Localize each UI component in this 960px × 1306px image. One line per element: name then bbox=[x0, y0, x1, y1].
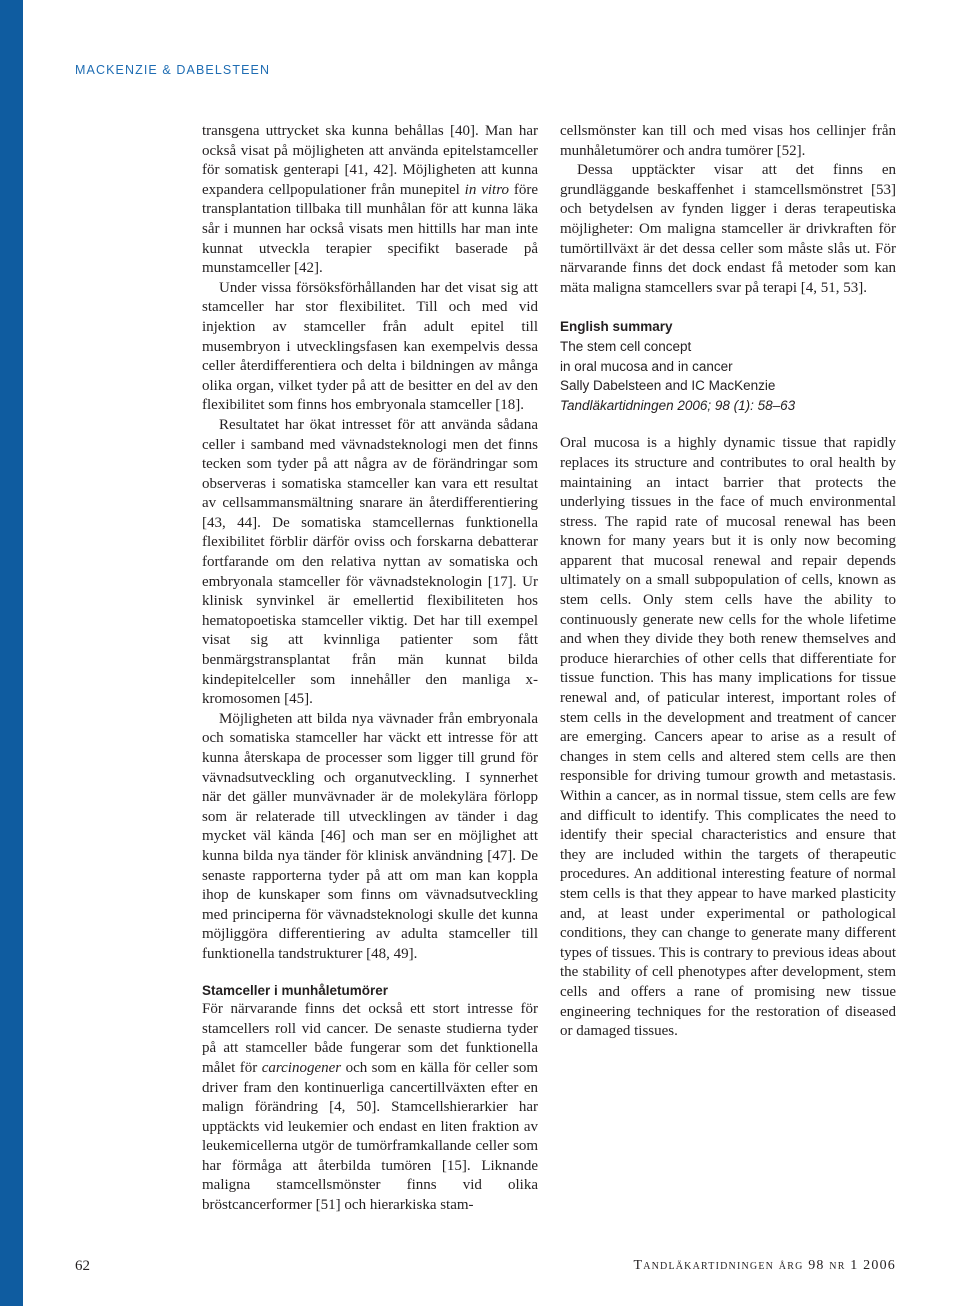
running-head: MACKENZIE & DABELSTEEN bbox=[75, 63, 271, 77]
left-paragraph-2: Under vissa försöksförhållanden har det visat sig att stamceller har stor flexibilitet. Till och med vid injektion av stamceller från adult epitel till musembryon i utvecklingsfasen kan exempelvis dessa celler återdifferentiera och delta i bildningen av många olika organ, vilket tyder på att de besitter en del av den flexibilitet som finns hos embryonala stamceller [18]. bbox=[202, 279, 538, 414]
left-paragraph-5: För närvarande finns det också ett stort intresse för stamcellers roll vid cancer. De senaste studierna tyder på att stamceller både fungerar som det funktionella målet för carcinogener och som en källa för celler som driver fram den kontinuerliga cancertillväxten efter en malign förändring [4, 50]. Stamcellshierarkier har upptäckts vid leukemier och endast en liten fraktion av leukemicellerna utgör de tumörframkallande celler som har förmåga att återbilda tumören [15]. Liknande maligna stamcellsmönster finns vid olika bröstcancerformer [51] och hierarkiska stam- bbox=[202, 1001, 538, 1214]
abstract-paragraph: Oral mucosa is a highly dynamic tissue that rapidly replaces its structure and contributes to oral health by maintaining an intact barrier that protects the underlying tissues in the face of much environmental stress. The rapid rate of mucosal renewal has been known for many years but it is only now becoming apparent that mucosal renewal and repair depends ultimately on a small subpopulation of cells, known as stem cells. Only stem cells have the ability to continuously generate new cells for the whole lifetime and when they divide they both renew themselves and produce hierarchies of other cells that differentiate for tissue function. This has many implications for tissue renewal and, of paticular interest, important roles of stem cells in the development and treatment of cancer are emerging. Cancers apear to arise as a result of changes in stem cells and altered stem cells are then responsible for driving tumour growth and metastasis. Within a cancer, as in normal tissue, stem cells are few and difficult to identify. This complicates the need to identify their special characteristics and ensure that they are included within the targets of therapeutic procedures. An additional interesting feature of normal stem cells is that they appear to have marked plasticity and, at least under experimental or pathological conditions, they can change to generate many different types of tissues. This is contrary to previous ideas about the stability of cell phenotypes after development, stem cells and offers a rane of promising new tissue engineering techniques for the restoration of diseased or damaged tissues. bbox=[560, 435, 896, 1040]
right-paragraph-2: Dessa upptäckter visar att det finns en grundläggande beskaffenhet i stamcellsmönstret [53] och betydelsen av fynden ligger i deras terapeutiska möjligheter: Om maligna stamceller är drivkraften för tumörtillväxt är det dessa celler som måste slås ut. För närvarande finns det dock endast få metoder som kan mäta maligna stamcellers svar på terapi [4, 51, 53]. bbox=[560, 162, 896, 296]
summary-title-line-1: The stem cell concept bbox=[560, 338, 692, 354]
summary-authors: Sally Dabelsteen and IC MacKenzie bbox=[560, 378, 776, 394]
section-subheading: Stamceller i munhåletumörer bbox=[202, 982, 389, 998]
right-column bbox=[560, 122, 896, 1042]
accent-side-bar bbox=[0, 0, 23, 1306]
summary-citation: Tandläkartidningen 2006; 98 (1): 58–63 bbox=[560, 397, 796, 413]
left-paragraph-3: Resultatet har ökat intresset för att använda sådana celler i samband med vävnadsteknologi men det finns tecken som tyder på att några av de förändringar som observeras i somatiska stamceller kan vara ett resultat av cellsammansmältning snarare än återdifferentiering [43, 44]. De somatiska stamcellernas funktionella flexibilitet förblir därför oviss och forskarna debatterar fortfarande om den relativa nyttan av somatiska och embryonala stamceller för vävnadsteknologin [17]. Ur klinisk synvinkel är emellertid flexibiliteten hos hematopoetiska stamceller viktig. Det har till exempel visat sig att kvinnliga patienter som fått benmärgstransplantat från män kunnat bilda kindepitelceller som innehåller den manliga x-kromosomen [45]. bbox=[202, 416, 538, 708]
journal-footer: Tandläkartidningen årg 98 nr 1 2006 bbox=[633, 1258, 896, 1273]
left-paragraph-1: transgena uttrycket ska kunna behållas [40]. Man har också visat på möjligheten att använda epitelstamceller för somatisk genterapi [41, 42]. Möjligheten att kunna expandera cellpopulationer från munepitel in vitro före transplantation tillbaka till munhålan för att kunna läka sår i munnen har också visats men hittills har man inte kunnat utveckla terapier specifikt baserade på munstamceller [42]. bbox=[202, 123, 538, 277]
english-summary bbox=[560, 317, 896, 415]
summary-title-line-2: in oral mucosa and in cancer bbox=[560, 358, 733, 374]
right-paragraph-1: cellsmönster kan till och med visas hos cellinjer från munhåletumörer och andra tumörer [52]. bbox=[560, 123, 896, 159]
left-column bbox=[202, 122, 538, 1216]
page-number: 62 bbox=[75, 1258, 90, 1274]
summary-heading: English summary bbox=[560, 319, 673, 335]
left-paragraph-4: Möjligheten att bilda nya vävnader från embryonala och somatiska stamceller har väckt ett intresse för att kunna återskapa de processer som ligger till grund för vävnadsutveckling och organutveckling. I synnerhet när det gäller munvävnader är de molekylära förlopp som är relaterade till utvecklingen av tänder i dag mycket väl kända [46] och man ser en möjlighet att kunna bilda nya tänder för klinisk användning [47]. De senaste rapporterna tyder på att om man kan koppla ihop de kunskaper som finns om vävnadsutveckling med principerna för vävnadsteknologi skulle det kunna möjliggöra differentiering av adulta stamceller till funktionella tandstrukturer [48, 49]. bbox=[202, 710, 538, 962]
